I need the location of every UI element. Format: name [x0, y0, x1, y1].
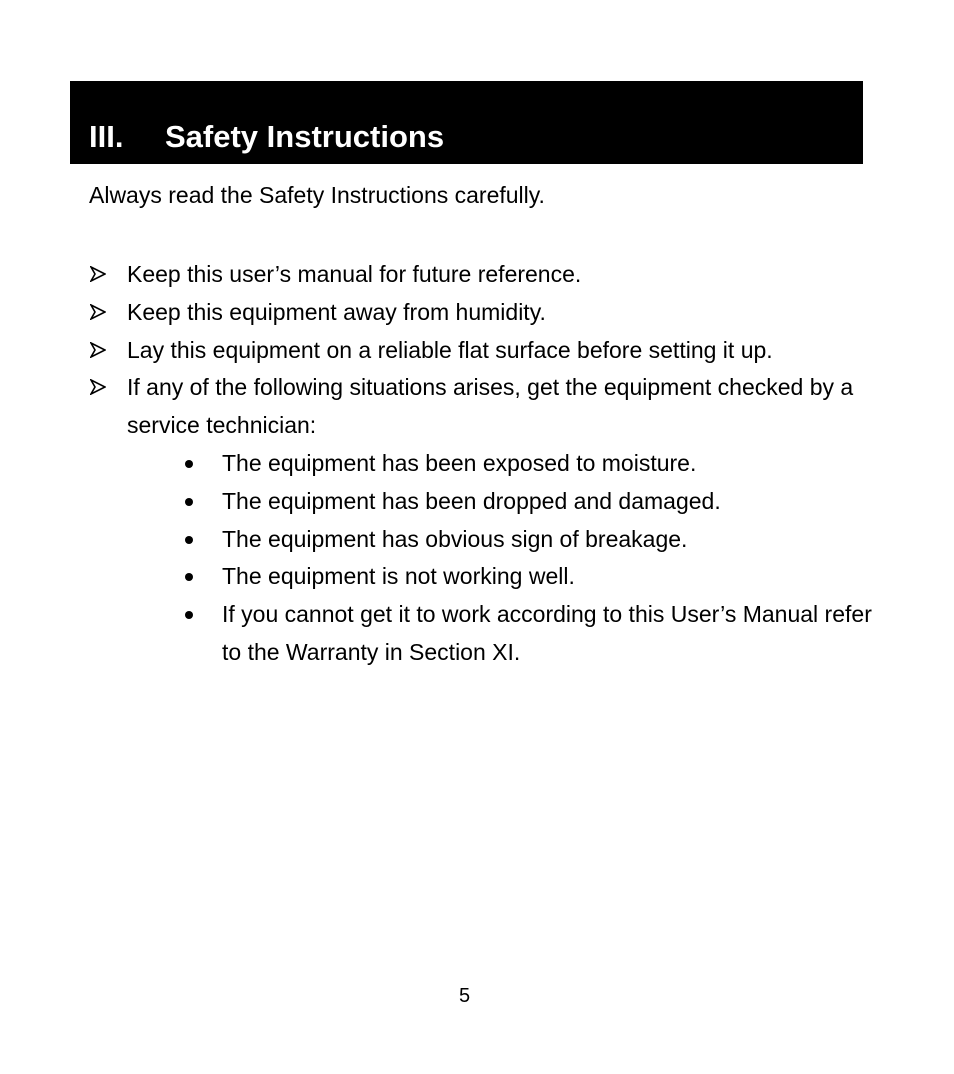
situation-text: The equipment has been dropped and damaged. [222, 487, 721, 514]
bullet-icon [185, 611, 193, 619]
situation-text: The equipment is not working well. [222, 563, 575, 590]
situation-text: The equipment has been exposed to moisture. [222, 449, 697, 476]
bullet-icon [185, 536, 193, 544]
situation-item [184, 558, 884, 596]
section-number: III. [89, 119, 124, 154]
arrowhead-icon [90, 304, 106, 320]
situation-item [184, 445, 884, 483]
safety-rule-list [89, 256, 889, 672]
safety-rule-item [89, 294, 882, 332]
safety-rule-text: Lay this equipment on a reliable flat surface before setting it up. [127, 336, 773, 363]
bullet-icon [185, 573, 193, 581]
intro-text: Always read the Safety Instructions carefully. [89, 182, 545, 208]
bullet-icon [185, 460, 193, 468]
safety-rule-item [89, 332, 882, 370]
situation-item [184, 521, 884, 559]
situation-list [184, 445, 884, 672]
page-number: 5 [458, 985, 471, 1007]
safety-rule-text: Keep this user’s manual for future reference. [127, 261, 582, 287]
arrowhead-icon [90, 266, 106, 282]
situation-item [184, 596, 884, 672]
safety-rule-item [89, 256, 882, 294]
section-header-banner [70, 81, 863, 164]
arrowhead-icon [90, 342, 106, 358]
section-title: Safety Instructions [165, 119, 445, 154]
arrowhead-icon [90, 379, 106, 395]
safety-rule-item [89, 369, 882, 671]
situation-text: The equipment has obvious sign of breakage. [222, 525, 688, 552]
safety-rule-text: If any of the following situations arises, get the equipment checked by a service technician: [127, 374, 854, 439]
safety-rule-text: Keep this equipment away from humidity. [127, 298, 546, 325]
situation-item [184, 483, 884, 521]
situation-text: If you cannot get it to work according to this User’s Manual refer to the Warranty in Section XI. [222, 601, 872, 665]
bullet-icon [185, 498, 193, 506]
